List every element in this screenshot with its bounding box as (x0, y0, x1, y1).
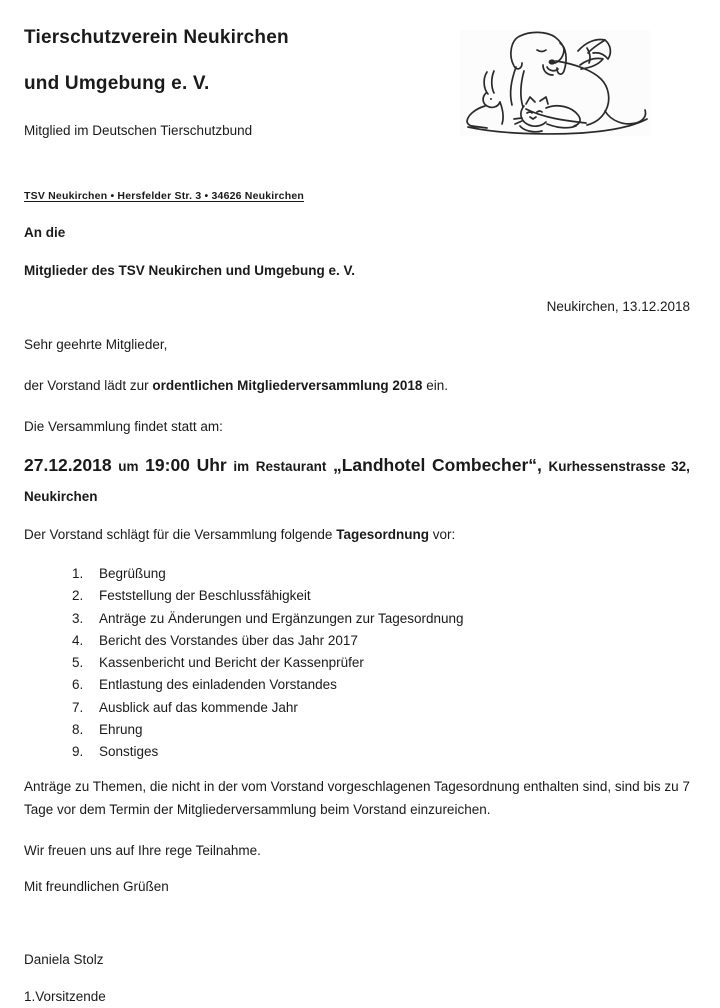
org-name-line2: und Umgebung e. V. (24, 73, 210, 94)
event-time: 19:00 Uhr (145, 455, 227, 475)
agenda-item-number: 5. (72, 655, 84, 671)
agenda-item-text: Entlastung des einladenden Vorstandes (99, 677, 337, 693)
agenda-item (72, 697, 690, 719)
agenda-item (72, 741, 690, 763)
agenda-item-text: Feststellung der Beschlussfähigkeit (99, 588, 311, 604)
intro-post: ein. (426, 378, 448, 393)
agenda-item (72, 719, 690, 741)
agenda-item-number: 9. (72, 744, 84, 760)
agenda-item (72, 608, 690, 630)
agenda-item (72, 563, 690, 585)
intro-pre: der Vorstand lädt zur (24, 378, 149, 393)
recipient-line1: An die (24, 225, 66, 240)
agenda-item-number: 3. (72, 610, 84, 626)
recipient-line2: Mitglieder des TSV Neukirchen und Umgebung e. V. (24, 263, 356, 278)
membership-line: Mitglied im Deutschen Tierschutzbund (24, 123, 253, 138)
intro-bold: ordentlichen Mitgliederversammlung 2018 (152, 378, 423, 393)
regards-line: Mit freundlichen Grüßen (24, 878, 169, 894)
agenda-item-number: 7. (72, 699, 84, 715)
agenda-item-text: Sonstiges (99, 744, 159, 760)
agenda-list (24, 563, 690, 764)
agenda-lead-bold: Tagesordnung (336, 527, 429, 542)
salutation: Sehr geehrte Mitglieder, (24, 337, 168, 352)
agenda-item-text: Bericht des Vorstandes über das Jahr 2017 (99, 632, 358, 648)
date-line: Neukirchen, 13.12.2018 (546, 299, 690, 314)
agenda-item-number: 2. (72, 588, 84, 604)
event-word-im: im (233, 459, 250, 474)
event-word-restaurant: Restaurant (255, 459, 327, 474)
agenda-lead-post: vor: (432, 527, 456, 542)
meeting-lead: Die Versammlung findet statt am: (24, 419, 223, 434)
intro-paragraph (24, 375, 690, 397)
event-date: 27.12.2018 (24, 455, 112, 475)
agenda-lead-pre: Der Vorstand schlägt für die Versammlung folgende (24, 527, 333, 542)
agenda-item-number: 4. (72, 632, 84, 648)
event-word-um: um (118, 459, 139, 474)
signature-name: Daniela Stolz (24, 951, 104, 967)
sender-address-line: TSV Neukirchen • Hersfelder Str. 3 • 34626 Neukirchen (24, 190, 304, 202)
agenda-item-number: 1. (72, 566, 84, 581)
agenda-item (72, 585, 690, 607)
event-city: Neukirchen (24, 489, 98, 504)
pets-logo (460, 30, 650, 136)
org-name-line1: Tierschutzverein Neukirchen (24, 27, 289, 48)
motions-paragraph: Anträge zu Themen, die nicht in der vom Vorstand vorgeschlagenen Tagesordnung enthalten sind, sind bis zu 7 Tage vor dem Termin der Mitgliederversammlung beim Vorstand einzureichen. (24, 778, 690, 817)
agenda-item-text: Ehrung (99, 722, 143, 738)
pets-line-art-icon (460, 30, 650, 136)
agenda-item-text: Begrüßung (99, 566, 166, 581)
event-venue: „Landhotel Combecher“, (332, 455, 542, 475)
agenda-item (72, 630, 690, 652)
agenda-item-text: Ausblick auf das kommende Jahr (99, 699, 298, 715)
agenda-item (72, 674, 690, 696)
agenda-item-number: 8. (72, 722, 84, 738)
thanks-line: Wir freuen uns auf Ihre rege Teilnahme. (24, 842, 261, 858)
signature-role: 1.Vorsitzende (24, 988, 106, 1004)
event-line (24, 453, 690, 479)
agenda-item-text: Anträge zu Änderungen und Ergänzungen zur Tagesordnung (99, 610, 464, 626)
agenda-item-text: Kassenbericht und Bericht der Kassenprüfer (99, 655, 364, 671)
event-street: Kurhessenstrasse 32, (548, 459, 690, 474)
agenda-lead (24, 524, 690, 546)
agenda-item (72, 652, 690, 674)
agenda-item-number: 6. (72, 677, 84, 693)
